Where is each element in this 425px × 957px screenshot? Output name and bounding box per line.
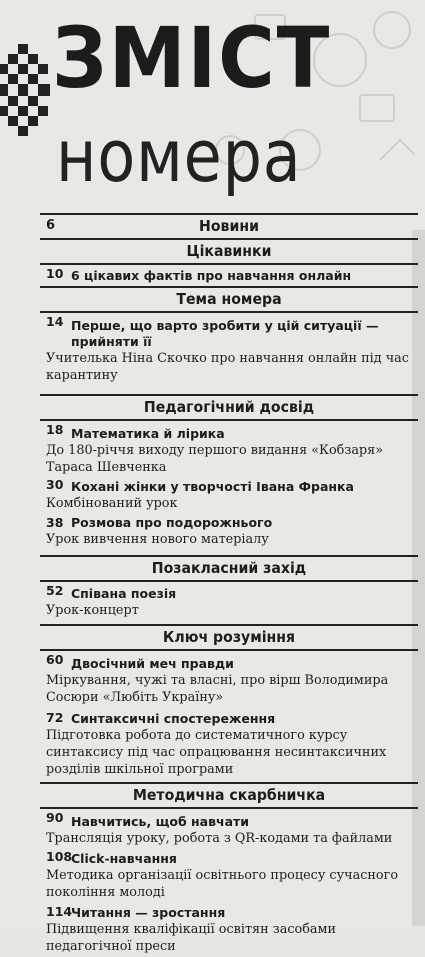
toc-entry[interactable]	[40, 651, 418, 709]
entry-description: Урок-концерт	[46, 603, 139, 618]
entry-title: Співана поезія	[71, 586, 177, 601]
entry-title: Кохані жінки у творчості Івана Франка	[71, 479, 354, 494]
entry-page-number: 52	[46, 583, 64, 598]
title-nomera: номера	[56, 114, 302, 198]
section-header-pedahohichnyi-dosvid[interactable]	[40, 396, 418, 421]
toc-entry[interactable]	[40, 582, 418, 624]
section-title: Цікавинки	[186, 242, 272, 260]
entry-page-number: 60	[46, 652, 64, 667]
entry-description: Методика організації освітнього процесу сучасного покоління молоді	[46, 868, 399, 900]
entry-description: Підвищення кваліфікації освітян засобами педагогічної преси	[46, 922, 337, 954]
title-zmist: ЗМІСТ	[52, 9, 332, 107]
entry-description: Міркування, чужі та власні, про вірш Володимира Сосюри «Любіть Україну»	[46, 673, 389, 705]
entry-title: Двосічний меч правди	[71, 656, 234, 671]
toc-entry[interactable]	[40, 903, 418, 957]
section-header-tema-nomera[interactable]	[40, 288, 418, 313]
toc-entry[interactable]	[40, 514, 418, 555]
entry-page-number: 90	[46, 810, 64, 825]
toc-entry[interactable]	[40, 848, 418, 903]
entry-description: Трансляція уроку, робота з QR-кодами та файлами	[46, 831, 393, 846]
entry-page-number: 14	[46, 314, 64, 329]
entry-title: Навчитись, щоб навчати	[71, 814, 250, 829]
toc-entry[interactable]	[40, 421, 418, 476]
section-header-kliuch-rozuminnia[interactable]	[40, 626, 418, 651]
toc-entry[interactable]	[40, 709, 418, 782]
toc-entry[interactable]	[40, 809, 418, 848]
entry-page-number: 30	[46, 477, 64, 492]
entry-description: Підготовка робота до систематичного курсу синтаксису під час опрацювання несинтаксичних розділів шкільної програми	[46, 728, 387, 777]
entry-page-number: 72	[46, 710, 64, 725]
section-title: Методична скарбничка	[132, 786, 326, 804]
entry-title: Читання — зростання	[71, 905, 226, 920]
entry-description: Урок вивчення нового матеріалу	[46, 532, 269, 547]
section-header-novyny[interactable]	[40, 213, 418, 240]
entry-title: Синтаксичні спостереження	[71, 711, 276, 726]
entry-title: Click-навчання	[71, 851, 177, 866]
entry-page-number: 114	[46, 904, 73, 919]
entry-description: До 180-річчя виходу першого видання «Кобзаря» Тараса Шевченка	[46, 443, 384, 475]
entry-title: 6 цікавих фактів про навчання онлайн	[71, 268, 352, 283]
section-header-metodychna-skarbnychka[interactable]	[40, 784, 418, 809]
toc-entry[interactable]	[40, 265, 418, 286]
table-of-contents	[40, 213, 418, 957]
section-page-number: 6	[46, 218, 56, 233]
section-title: Ключ розуміння	[162, 628, 296, 646]
section-title: Позакласний захід	[151, 559, 307, 577]
entry-title: Розмова про подорожнього	[71, 515, 273, 530]
entry-title: Математика й лірика	[71, 426, 225, 441]
entry-page-number: 108	[46, 849, 73, 864]
section-title: Новини	[199, 217, 259, 235]
entry-page-number: 38	[46, 515, 64, 530]
section-header-pozaklasnyi-zakhid[interactable]	[40, 557, 418, 582]
entry-title: Перше, що варто зробити у цій ситуації — прийняти її	[71, 318, 379, 349]
section-title: Педагогічний досвід	[143, 398, 315, 416]
entry-page-number: 10	[46, 266, 64, 281]
toc-entry[interactable]	[40, 313, 418, 394]
entry-page-number: 18	[46, 422, 64, 437]
entry-description: Учителька Ніна Скочко про навчання онлайн під час карантину	[46, 351, 409, 383]
section-header-tsikavynky[interactable]	[40, 240, 418, 265]
toc-entry[interactable]	[40, 476, 418, 514]
embroidery-ornament-icon	[0, 44, 56, 148]
section-title: Тема номера	[176, 290, 282, 308]
entry-description: Комбінований урок	[46, 496, 178, 511]
